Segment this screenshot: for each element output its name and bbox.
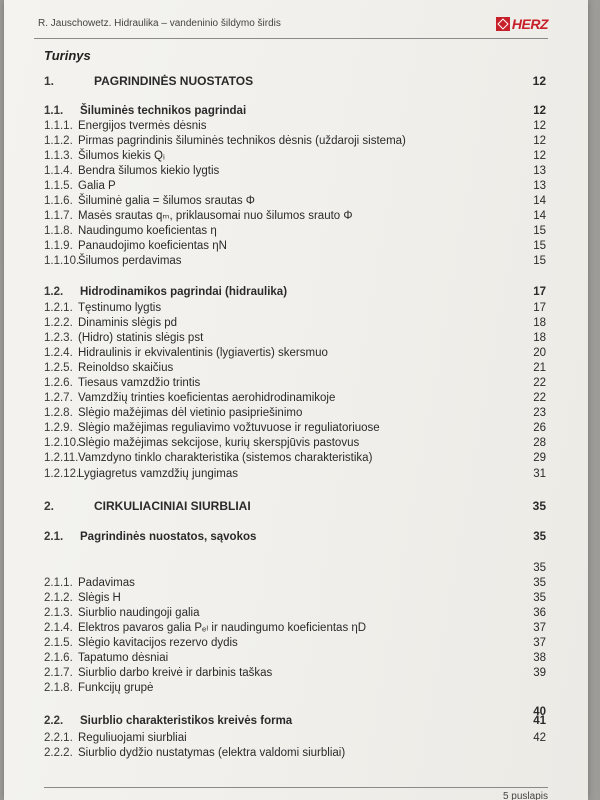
header-author-title: R. Jauschowetz. Hidraulika – vandeninio šildymo širdis — [38, 18, 281, 29]
toc-page-number: 17 — [533, 286, 546, 298]
toc-page-number: 42 — [533, 732, 546, 744]
toc-entry — [44, 239, 546, 254]
toc-number: 1. — [44, 74, 55, 88]
toc-entry — [44, 576, 546, 591]
toc-title: Bendra šilumos kiekio lygtis — [78, 165, 220, 177]
toc-entry — [44, 436, 546, 451]
toc-page-number: 22 — [533, 377, 546, 389]
toc-title: Tapatumo dėsniai — [78, 652, 169, 664]
toc-title: Masės srautas qₘ, priklausomai nuo šilumos srauto Φ — [78, 210, 353, 222]
toc-title: Dinaminis slėgis pd — [78, 317, 178, 329]
toc-title: Slėgio kavitacijos rezervo dydis — [78, 637, 238, 649]
toc-page-number: 22 — [533, 392, 546, 404]
toc-number: 2.1.8. — [44, 682, 73, 694]
toc-number: 1.2.11. — [44, 452, 79, 464]
toc-page-number: 37 — [533, 622, 546, 634]
toc-page-number: 15 — [533, 255, 546, 267]
toc-title: Reguliuojami siurbliai — [78, 732, 187, 744]
toc-entry — [44, 467, 546, 482]
toc-page-number: 35 — [533, 577, 546, 589]
toc-page-number: 13 — [533, 165, 546, 177]
toc-entry — [44, 301, 546, 316]
toc-entry — [44, 149, 546, 164]
toc-title: Energijos tvermės dėsnis — [78, 120, 207, 132]
toc-number: 2.1.3. — [44, 607, 73, 619]
toc-number: 1.2.8. — [44, 407, 73, 419]
toc-number: 1.1.9. — [44, 240, 73, 252]
toc-section — [44, 530, 546, 545]
toc-title: Slėgio mažėjimas reguliavimo vožtuvuose ir reguliatoriuose — [78, 422, 380, 434]
toc-chapter — [44, 499, 546, 514]
toc-page-number: 12 — [533, 105, 546, 117]
toc-entry — [44, 331, 546, 346]
toc-entry — [44, 346, 546, 361]
toc-page-number: 35 — [533, 562, 546, 574]
toc-page-number: 15 — [533, 225, 546, 237]
toc-page-number: 14 — [533, 195, 546, 207]
toc-number: 1.2. — [44, 286, 64, 298]
toc-number: 1.1.8. — [44, 225, 73, 237]
toc-section — [44, 285, 546, 300]
toc-page-number: 38 — [533, 652, 546, 664]
toc-title: Šiluminė galia = šilumos srautas Φ — [78, 195, 255, 207]
toc-title: Vamzdžių trinties koeficientas aerohidrodinamikoje — [78, 392, 336, 404]
toc-title: Elektros pavaros galia Pₑₗ ir naudingumo koeficientas ηD — [78, 622, 367, 634]
toc-title: CIRKULIACINIAI SIURBLIAI — [94, 499, 251, 513]
toc-page-number: 12 — [533, 150, 546, 162]
toc-page-number: 20 — [533, 347, 546, 359]
document-page — [4, 0, 588, 800]
page-header — [34, 14, 548, 39]
toc-title: Hidraulinis ir ekvivalentinis (lygiavertis) skersmuo — [78, 347, 328, 359]
toc-page-number: 41 — [533, 715, 546, 727]
toc-number: 1.2.3. — [44, 332, 73, 344]
toc-entry — [44, 361, 546, 376]
toc-page-number: 12 — [533, 135, 546, 147]
toc-number: 1.2.1. — [44, 302, 73, 314]
toc-number: 1.1.2. — [44, 135, 73, 147]
toc-title: Šilumos perdavimas — [78, 255, 182, 267]
toc-entry — [44, 316, 546, 331]
toc-number: 2.2.2. — [44, 747, 73, 759]
toc-page-number: 26 — [533, 422, 546, 434]
toc-entry — [44, 134, 546, 149]
page-footer — [44, 787, 548, 800]
toc-page-number: 31 — [533, 468, 546, 480]
toc-title: Pagrindinės nuostatos, sąvokos — [80, 531, 257, 543]
toc-number: 2.1.6. — [44, 652, 73, 664]
toc-number: 1.2.12. — [44, 468, 80, 480]
toc-title: (Hidro) statinis slėgis pst — [78, 332, 204, 344]
toc-title: Šilumos kiekis Qᵢ — [78, 150, 165, 162]
toc-page-number: 28 — [533, 437, 546, 449]
toc-number: 1.1.3. — [44, 150, 73, 162]
page-number: 5 puslapis — [502, 791, 548, 800]
toc-title: Tęstinumo lygtis — [78, 302, 162, 314]
toc-entry — [44, 731, 546, 746]
toc-entry — [44, 254, 546, 269]
toc-entry — [44, 606, 546, 621]
toc-title: Slėgio mažėjimas sekcijose, kurių skerspjūvis pastovus — [78, 437, 360, 449]
toc-title: Reinoldso skaičius — [78, 362, 174, 374]
toc-number: 1.1.10. — [44, 255, 80, 267]
toc-entry — [44, 561, 546, 576]
toc-entry — [44, 119, 546, 134]
toc-title: Slėgis H — [78, 592, 121, 604]
toc-number: 2.1.1. — [44, 577, 73, 589]
toc-title: Lygiagretus vamzdžių jungimas — [78, 468, 239, 480]
toc-entry — [44, 451, 546, 466]
toc-heading: Turinys — [44, 48, 91, 63]
toc-title: Slėgio mažėjimas dėl vietinio pasipriešinimo — [78, 407, 303, 419]
toc-entry — [44, 421, 546, 436]
toc-page-number: 23 — [533, 407, 546, 419]
toc-number: 1.2.5. — [44, 362, 73, 374]
toc-number: 1.1.5. — [44, 180, 73, 192]
toc-number: 1.2.9. — [44, 422, 73, 434]
toc-page-number: 37 — [533, 637, 546, 649]
toc-title: Pirmas pagrindinis šiluminės technikos dėsnis (uždaroji sistema) — [78, 135, 406, 147]
toc-title: Galia P — [78, 180, 116, 192]
toc-number: 2.1. — [44, 531, 64, 543]
toc-number: 1.1.1. — [44, 120, 73, 132]
toc-number: 2.1.7. — [44, 667, 73, 679]
toc-title: Šiluminės technikos pagrindai — [80, 105, 247, 117]
toc-page-number: 40 — [533, 706, 546, 718]
toc-entry — [44, 391, 546, 406]
toc-entry — [44, 681, 546, 696]
toc-number: 2.1.2. — [44, 592, 73, 604]
toc-entry — [44, 376, 546, 391]
toc-entry — [44, 224, 546, 239]
toc-number: 1.2.7. — [44, 392, 73, 404]
toc-title: PAGRINDINĖS NUOSTATOS — [94, 74, 254, 88]
toc-number: 2.1.5. — [44, 637, 73, 649]
toc-entry — [44, 746, 546, 761]
toc-title: Siurblio naudingoji galia — [78, 607, 200, 619]
toc-page-number: 12 — [532, 74, 546, 88]
toc-number: 1.2.2. — [44, 317, 73, 329]
toc-number: 2. — [44, 499, 55, 513]
toc-title: Hidrodinamikos pagrindai (hidraulika) — [80, 286, 288, 298]
toc-entry — [44, 621, 546, 636]
toc-number: 1.2.4. — [44, 347, 73, 359]
toc-number: 1.1.7. — [44, 210, 73, 222]
toc-entry — [44, 651, 546, 666]
toc-section — [44, 714, 546, 729]
toc-page-number: 14 — [533, 210, 546, 222]
toc-page-number: 17 — [533, 302, 546, 314]
toc-page-number: 39 — [533, 667, 546, 679]
herz-logo-text: HERZ — [511, 16, 548, 32]
toc-page-number: 21 — [533, 362, 546, 374]
toc-number: 1.1.6. — [44, 195, 73, 207]
toc-entry — [44, 164, 546, 179]
herz-logo — [496, 16, 548, 32]
toc-number: 1.2.6. — [44, 377, 73, 389]
toc-number: 2.2. — [44, 715, 64, 727]
toc-entry — [44, 406, 546, 421]
toc-title: Vamzdyno tinklo charakteristika (sistemos charakteristika) — [78, 452, 373, 464]
toc-page-number: 18 — [533, 317, 546, 329]
herz-logo-icon — [496, 17, 510, 31]
toc-entry — [44, 666, 546, 681]
toc-page-number: 36 — [533, 607, 546, 619]
toc-title: Panaudojimo koeficientas ηN — [78, 240, 227, 252]
toc-number: 1.1.4. — [44, 165, 73, 177]
toc-entry — [44, 636, 546, 651]
toc-page-number: 35 — [533, 592, 546, 604]
toc-title: Padavimas — [78, 577, 135, 589]
toc-title: Tiesaus vamzdžio trintis — [78, 377, 201, 389]
toc-page-number: 12 — [533, 120, 546, 132]
toc-entry — [44, 179, 546, 194]
toc-entry — [44, 209, 546, 224]
toc-title: Siurblio charakteristikos kreivės forma — [80, 715, 293, 727]
toc-page-number: 18 — [533, 332, 546, 344]
toc-page-number: 13 — [533, 180, 546, 192]
toc-page-number: 35 — [532, 499, 546, 513]
toc-section — [44, 104, 546, 119]
toc-page-number: 35 — [533, 531, 546, 543]
toc-page-number: 29 — [533, 452, 546, 464]
toc-entry — [44, 194, 546, 209]
toc-entry — [44, 591, 546, 606]
toc-title: Naudingumo koeficientas η — [78, 225, 217, 237]
toc-title: Siurblio darbo kreivė ir darbinis taškas — [78, 667, 273, 679]
toc-number: 2.2.1. — [44, 732, 73, 744]
toc-title: Siurblio dydžio nustatymas (elektra valdomi siurbliai) — [78, 747, 346, 759]
toc-number: 2.1.4. — [44, 622, 73, 634]
toc-page-number: 15 — [533, 240, 546, 252]
toc-title: Funkcijų grupė — [78, 682, 154, 694]
toc-chapter — [44, 74, 546, 89]
toc-number: 1.2.10. — [44, 437, 80, 449]
toc-number: 1.1. — [44, 105, 64, 117]
